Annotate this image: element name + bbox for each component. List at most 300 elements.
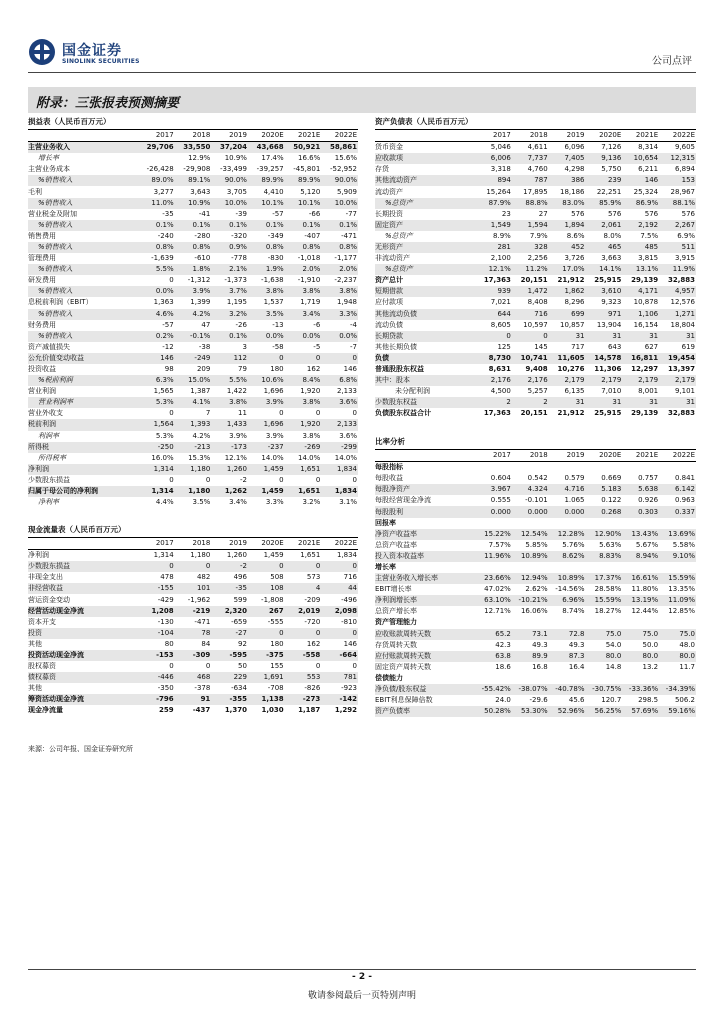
row-label: 少数股东损益 [28,475,70,484]
table-row [375,364,696,375]
cell-value: 0 [352,662,357,671]
income-statement-table [28,130,358,508]
cell-value: 11.96% [475,551,512,562]
cell-value: 0 [285,561,322,572]
row-label: 存货 [375,165,389,174]
cell-value [512,518,549,529]
cell-value: -5 [313,342,321,351]
table-row [375,462,696,474]
cell-value: -57 [162,320,174,329]
cell-value: 0 [352,475,357,484]
cell-value: 65.2 [475,629,512,640]
row-label: 资产负债率 [375,706,475,717]
cell-value: 10,276 [557,365,585,374]
row-label: 应收款项 [375,153,475,164]
cell-value: -1,177 [334,254,357,263]
cell-value: 57.69% [622,706,659,717]
cell-value: 31 [659,397,696,408]
table-row [375,264,696,275]
cell-value: 12.54% [512,529,549,540]
cell-value: 5,257 [527,387,548,396]
cell-value: 29,139 [631,276,659,285]
row-label: EBIT增长率 [375,585,412,594]
cell-value: 8,605 [490,320,511,329]
cell-value: 386 [549,175,586,186]
cell-value: 2,176 [512,375,549,386]
cell-value: 468 [175,672,212,683]
cell-value: 0 [248,561,285,572]
cell-value: -555 [267,617,284,626]
cell-value: 1,834 [321,464,358,475]
cell-value: 145 [534,342,548,351]
cell-value: 1,393 [175,419,212,430]
row-label: 非经营收益 [28,583,138,594]
cell-value: 3,610 [585,286,622,297]
row-label: 资本开支 [28,617,56,626]
cell-value: 0 [175,561,212,572]
table-row [375,397,696,408]
table-row [28,297,358,308]
cell-value: 8.6% [566,231,585,240]
cell-value: 4,760 [527,165,548,174]
cell-value: 259 [159,706,174,715]
cell-value: 8,001 [638,387,659,396]
cell-value: 10,597 [523,320,548,329]
row-label: 息税前利润（EBIT） [28,298,93,307]
cell-value: 553 [285,672,322,683]
cell-value: 12,315 [659,153,696,164]
cell-value: 644 [475,309,512,320]
cell-value: 0.604 [490,474,511,483]
table-row [375,386,696,397]
table-row [28,175,358,186]
cell-value: 3.9% [229,431,247,440]
cell-value: 1,370 [224,706,247,715]
footer-divider [28,969,696,970]
table-row [375,242,696,253]
cell-value: 5.63% [599,540,622,549]
cell-value [659,518,696,529]
cell-value: -77 [345,209,357,218]
cell-value: 63.10% [475,595,512,606]
cell-value: 0 [169,662,174,671]
cell-value: 1,651 [285,464,322,475]
table-row [28,497,358,508]
cell-value: 101 [175,583,212,594]
cell-value: 79 [238,365,247,374]
table-row [28,397,358,408]
cell-value: 3.3% [321,309,358,320]
year-header: 2020E [585,130,622,142]
cell-value: 15.6% [334,154,357,163]
cell-value: 3.6% [339,431,357,440]
cell-value: 146 [138,353,175,364]
cell-value: 4.716 [549,484,586,495]
income-statement-title: 损益表（人民币百万元） [28,114,358,130]
row-label: 回报率 [375,518,396,527]
cell-value: 11,605 [549,353,586,364]
cell-value: -219 [175,606,212,617]
cell-value: 0.8% [138,242,175,253]
cell-value: 4.2% [192,431,211,440]
cell-value: 0.1% [211,220,248,231]
table-row [28,572,358,583]
cell-value [585,617,622,628]
cell-value: 2,267 [659,220,696,231]
table-row [375,551,696,562]
appendix-title-bar [28,87,696,113]
row-label: 研发费用 [28,276,56,285]
table-row [375,209,696,220]
cell-value: 45.6 [568,696,585,705]
cell-value: 0.579 [564,474,585,483]
row-label: 资产总计 [375,276,403,285]
cell-value: 12.71% [484,607,511,616]
cell-value: 0.669 [601,474,622,483]
cell-value: 4.4% [155,498,174,507]
cell-value: 482 [196,573,211,582]
cell-value: 7,021 [490,298,511,307]
cell-value: 42.3 [495,640,511,649]
table-row [375,408,696,419]
year-header: 2019 [549,130,586,142]
cell-value: 0.1% [211,331,248,342]
cell-value: 28.58% [594,585,622,594]
cell-value: 4,298 [564,165,585,174]
cell-value: 9,323 [601,298,622,307]
cell-value: 2 [475,397,512,408]
row-label: 公允价值变动收益 [28,353,138,364]
cell-value: 239 [585,175,622,186]
cell-value: 10,741 [512,353,549,364]
cell-value: 506.2 [674,696,695,705]
cell-value: 89.9% [248,175,285,186]
cell-value: 58,861 [321,142,358,154]
cell-value: -66 [308,209,321,218]
table-row [28,353,358,364]
cell-value: 9,136 [585,153,622,164]
cell-value: 11 [238,409,247,418]
cell-value: 8.83% [585,551,622,562]
cell-value: -35 [162,209,174,218]
row-label: 短期借款 [375,286,475,297]
table-row [375,331,696,342]
cell-value: 619 [681,342,695,351]
cell-value: 2,192 [622,220,659,231]
row-label: 少数股东权益 [375,397,475,408]
cell-value: 33,550 [175,142,212,154]
year-header: 2019 [211,538,248,550]
cell-value [475,617,512,628]
cell-value: 12.90% [585,529,622,540]
cell-value: 14.0% [298,453,321,462]
ratio-analysis-title: 比率分析 [375,434,696,450]
cell-value: 86.9% [622,198,659,209]
cell-value: 3,277 [153,187,174,196]
cell-value: 5.58% [672,540,695,549]
table-row [28,464,358,475]
source-note: 来源：公司年报、国金证券研究所 [28,745,133,753]
cell-value: 0 [315,475,321,484]
cell-value: 0 [315,662,321,671]
cell-value: 23.66% [475,573,512,584]
cell-value: 3.967 [475,484,512,495]
cell-value: -1,312 [187,276,211,285]
cell-value: -250 [138,442,175,453]
cell-value: 4.2% [175,309,212,320]
cell-value: -240 [157,231,174,240]
row-label: 流动负债 [375,320,403,329]
cell-value: 10,878 [633,298,659,307]
cell-value: 32,883 [667,409,695,418]
cell-value: 17.0% [549,264,586,275]
cell-value: 87.9% [475,198,512,209]
cell-value: 5.183 [585,484,622,495]
balance-sheet-panel [375,114,696,419]
cell-value: 1,696 [263,387,284,396]
table-row [375,595,696,606]
cell-value: 3,643 [190,187,211,196]
cell-value: 2,133 [321,419,358,430]
table-row [28,694,358,705]
table-row [375,662,696,673]
row-label: 每股净资产 [375,484,475,495]
table-row [28,442,358,453]
row-label: 流动资产 [375,187,403,196]
cell-value: 3.8% [321,286,358,297]
cell-value [475,562,512,573]
cell-value: -1,962 [187,595,211,604]
cell-value: 83.0% [549,198,586,209]
cell-value: 153 [659,175,696,186]
table-row [28,431,358,442]
cell-value: 1,651 [300,551,321,560]
cell-value: 2 [512,397,549,408]
cell-value [659,673,696,684]
cell-value: 14.1% [585,264,622,275]
cell-value: 4.6% [138,309,175,320]
cell-value: 7.57% [488,540,511,549]
cell-value: 10,857 [559,320,585,329]
row-label: 存货周转天数 [375,640,417,649]
year-header-row [28,538,358,550]
cell-value: 16,811 [622,353,659,364]
row-label: 无形资产 [375,242,475,253]
cell-value: 0 [169,276,174,285]
cell-value: 12,297 [631,365,659,374]
cell-value: 84 [201,639,211,648]
cell-value: 11.2% [512,264,549,275]
cell-value: -33,499 [219,165,247,174]
table-row [375,297,696,308]
table-row [28,628,358,639]
cell-value: 47.02% [484,585,511,594]
row-label: 总资产增长率 [375,607,417,616]
table-row [28,705,358,716]
cell-value: 3,815 [638,254,659,263]
cell-value: 1.065 [564,496,585,505]
table-row [375,573,696,584]
table-row [375,506,696,517]
table-row [375,706,696,717]
row-label: 其他长期负债 [375,342,417,351]
cell-value: 12.85% [668,607,695,616]
row-label: %销售收入 [28,331,138,342]
cell-value: 9,101 [674,387,695,396]
row-label: 营业利润 [28,387,56,396]
table-row [28,475,358,486]
cell-value: 5.3% [155,431,174,440]
year-header: 2020E [248,538,285,550]
row-label: 利润率 [38,431,59,440]
table-row [375,617,696,628]
cell-value: 10.1% [285,198,322,209]
cell-value: 90.0% [211,175,248,186]
cell-value: 3.1% [339,498,357,507]
cell-value: 5.3% [138,397,175,408]
cell-value: 3.7% [211,286,248,297]
cell-value: 31 [659,331,696,342]
row-label: 每股收益 [375,474,403,483]
cell-value: -2 [211,561,248,572]
year-header: 2022E [659,130,696,142]
row-label: 应付款项 [375,298,403,307]
disclaimer-note: 敬请参阅最后一页特别声明 [307,991,416,1001]
cell-value: -810 [341,617,357,626]
cell-value: 72.8 [549,629,586,640]
cell-value: 16.8 [532,662,548,671]
year-header: 2021E [622,130,659,142]
cell-value: 1,195 [226,298,247,307]
cell-value: 0.841 [674,474,695,483]
cell-value: 6,211 [638,165,659,174]
cell-value [549,518,586,529]
header-blank [375,130,475,142]
cell-value: 17,363 [483,276,511,285]
cell-value: 73.1 [512,629,549,640]
cell-value: 8.9% [493,231,511,240]
cell-value: 0.926 [638,496,659,505]
cell-value: 1,549 [475,220,512,231]
cell-value: 496 [233,573,247,582]
cell-value: 0.8% [285,242,322,253]
cell-value: -209 [304,595,321,604]
cell-value: -2 [239,475,247,484]
cell-value: 0.0% [321,331,358,342]
cell-value: -26 [235,320,247,329]
row-label: 每股指标 [375,463,403,472]
table-row [375,640,696,651]
row-label: 投资活动现金净流 [28,650,138,661]
cell-value: 3.8% [248,286,285,297]
sinolink-logo-icon [28,38,56,66]
row-label: 固定资产周转天数 [375,662,431,671]
cell-value: 12.94% [512,573,549,584]
table-row [375,175,696,186]
cell-value: 6.8% [321,375,358,386]
row-label: %销售收入 [28,198,138,209]
cell-value: 15.59% [659,573,696,584]
cell-value: -634 [231,684,247,693]
cell-value: -437 [192,706,211,715]
cell-value: 3.4% [229,498,247,507]
cell-value: 1,564 [138,419,175,430]
cell-value: 7,010 [601,387,622,396]
cell-value: -27 [211,628,248,639]
cell-value: -280 [194,231,211,240]
cell-value: -496 [341,595,357,604]
year-header: 2018 [512,450,549,462]
row-label: 筹资活动现金净流 [28,694,138,705]
cell-value: 1,459 [263,551,284,560]
cell-value: 22,251 [596,187,622,196]
cell-value: 643 [607,342,622,351]
row-label: %销售收入 [28,286,138,297]
ratio-analysis-panel [375,434,696,717]
cell-value: 23 [501,209,511,218]
cell-value: 699 [549,309,586,320]
row-label: 财务费用 [28,320,56,329]
table-row [28,186,358,197]
cell-value: 16.06% [520,607,548,616]
cell-value: 894 [475,175,512,186]
cell-value: 781 [321,672,358,683]
cell-value: 0.757 [638,474,659,483]
table-row [375,606,696,617]
row-label: 其他 [28,684,42,693]
cell-value: 0 [205,475,211,484]
cell-value: -778 [231,254,247,263]
cell-value: 7,737 [512,153,549,164]
cell-value: -558 [285,650,322,661]
row-label: 投资收益 [28,365,56,374]
cell-value: -237 [248,442,285,453]
cell-value: 14.8 [605,662,622,671]
cell-value: 5.76% [562,540,585,549]
table-row [375,286,696,297]
row-label: 长期投资 [375,209,403,218]
cell-value: -659 [231,617,247,626]
cell-value: 18,186 [559,187,585,196]
table-row [28,672,358,683]
table-row [28,342,358,353]
cell-value: 1,948 [336,298,357,307]
cell-value: -173 [211,442,248,453]
cell-value: 29,139 [631,409,659,418]
cell-value: 7.5% [640,231,659,240]
cell-value: -0.1% [175,331,212,342]
cell-value: 87.3 [549,651,586,662]
cell-value: -213 [175,442,212,453]
year-header: 2022E [321,130,358,142]
cell-value: 47 [201,320,211,329]
cell-value: 4.324 [512,484,549,495]
cell-value: 1.9% [248,264,285,275]
cell-value: 21,912 [557,276,585,285]
row-label: 毛利 [28,187,42,196]
cell-value: 2,100 [490,254,511,263]
cell-value: 155 [270,662,284,671]
cell-value [512,673,549,684]
row-label: %税前利润 [28,375,138,386]
cell-value: 0.8% [248,242,285,253]
cell-value: 1,691 [248,672,285,683]
cell-value: 7.9% [529,231,548,240]
cell-value: 1,834 [336,551,357,560]
cell-value: 0.542 [527,474,548,483]
table-row [28,231,358,242]
cell-value: 31 [585,331,622,342]
